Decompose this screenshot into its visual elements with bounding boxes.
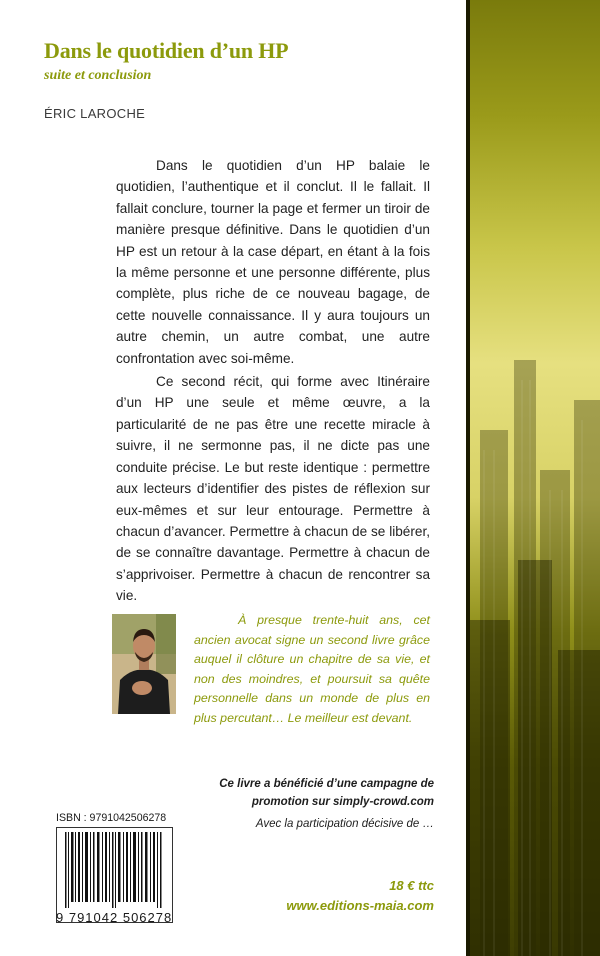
synopsis-paragraph-2: Ce second récit, qui forme avec Itinéraire d’un HP une seule et même œuvre, a la particularité de ne pas être une recette miracle à suivre, il ne sermonne pas, il ne dicte pas une conduite précise. Le but reste identique : permettre aux lecteurs d’identifier des pistes de réflexion sur eux-mêmes et sur leur entourage. Permettre à chacun d’avancer. Permettre à chacun de se libérer, de se connaître davantage. Permettre à chacun de s’apprivoiser. Permettre à chacun de rencontrer sa vie. — [116, 374, 430, 604]
synopsis-paragraph-1: Dans le quotidien d’un HP balaie le quotidien, l’authentique et il conclut. Il le fallait. Il fallait conclure, tourner la page et fermer un tiroir de manière presque définitive. Dans le quotidien d’un HP est un retour à la case départ, en étant à la fois la même personne et une personne différente, plus complète, plus riche de ce nouveau bagage, de cette nouvelle connaissance. Il y aura toujours un autre chemin, un autre combat, une autre confrontation avec soi-même. — [116, 158, 430, 366]
price: 18 € ttc — [389, 878, 434, 893]
isbn-label: ISBN : 9791042506278 — [56, 812, 167, 824]
barcode — [56, 827, 173, 923]
author-photo — [112, 614, 176, 714]
barcode-bars — [57, 828, 172, 908]
city-skyline-image — [470, 0, 600, 956]
book-subtitle: suite et conclusion — [44, 68, 152, 83]
crowdfunding-note: Ce livre a bénéficié d’une campagne de promotion sur simply-crowd.com — [219, 778, 434, 808]
author-bio: À presque trente-huit ans, cet ancien avocat signe un second livre grâce auquel il clôture un chapitre de sa vie, et non des moindres, et poursuit sa quête personnelle dans un monde de plus en plus percutant… Le meilleur est devant. — [194, 613, 430, 725]
barcode-number: 9 791042 506278 — [56, 910, 173, 925]
participation-note: Avec la participation décisive de … — [255, 818, 434, 830]
synopsis — [116, 155, 430, 607]
spine-edge-line — [466, 0, 470, 956]
author-name: ÉRIC LAROCHE — [44, 106, 146, 121]
publisher-website: www.editions-maia.com — [286, 898, 434, 913]
book-title: Dans le quotidien d’un HP — [44, 38, 289, 63]
